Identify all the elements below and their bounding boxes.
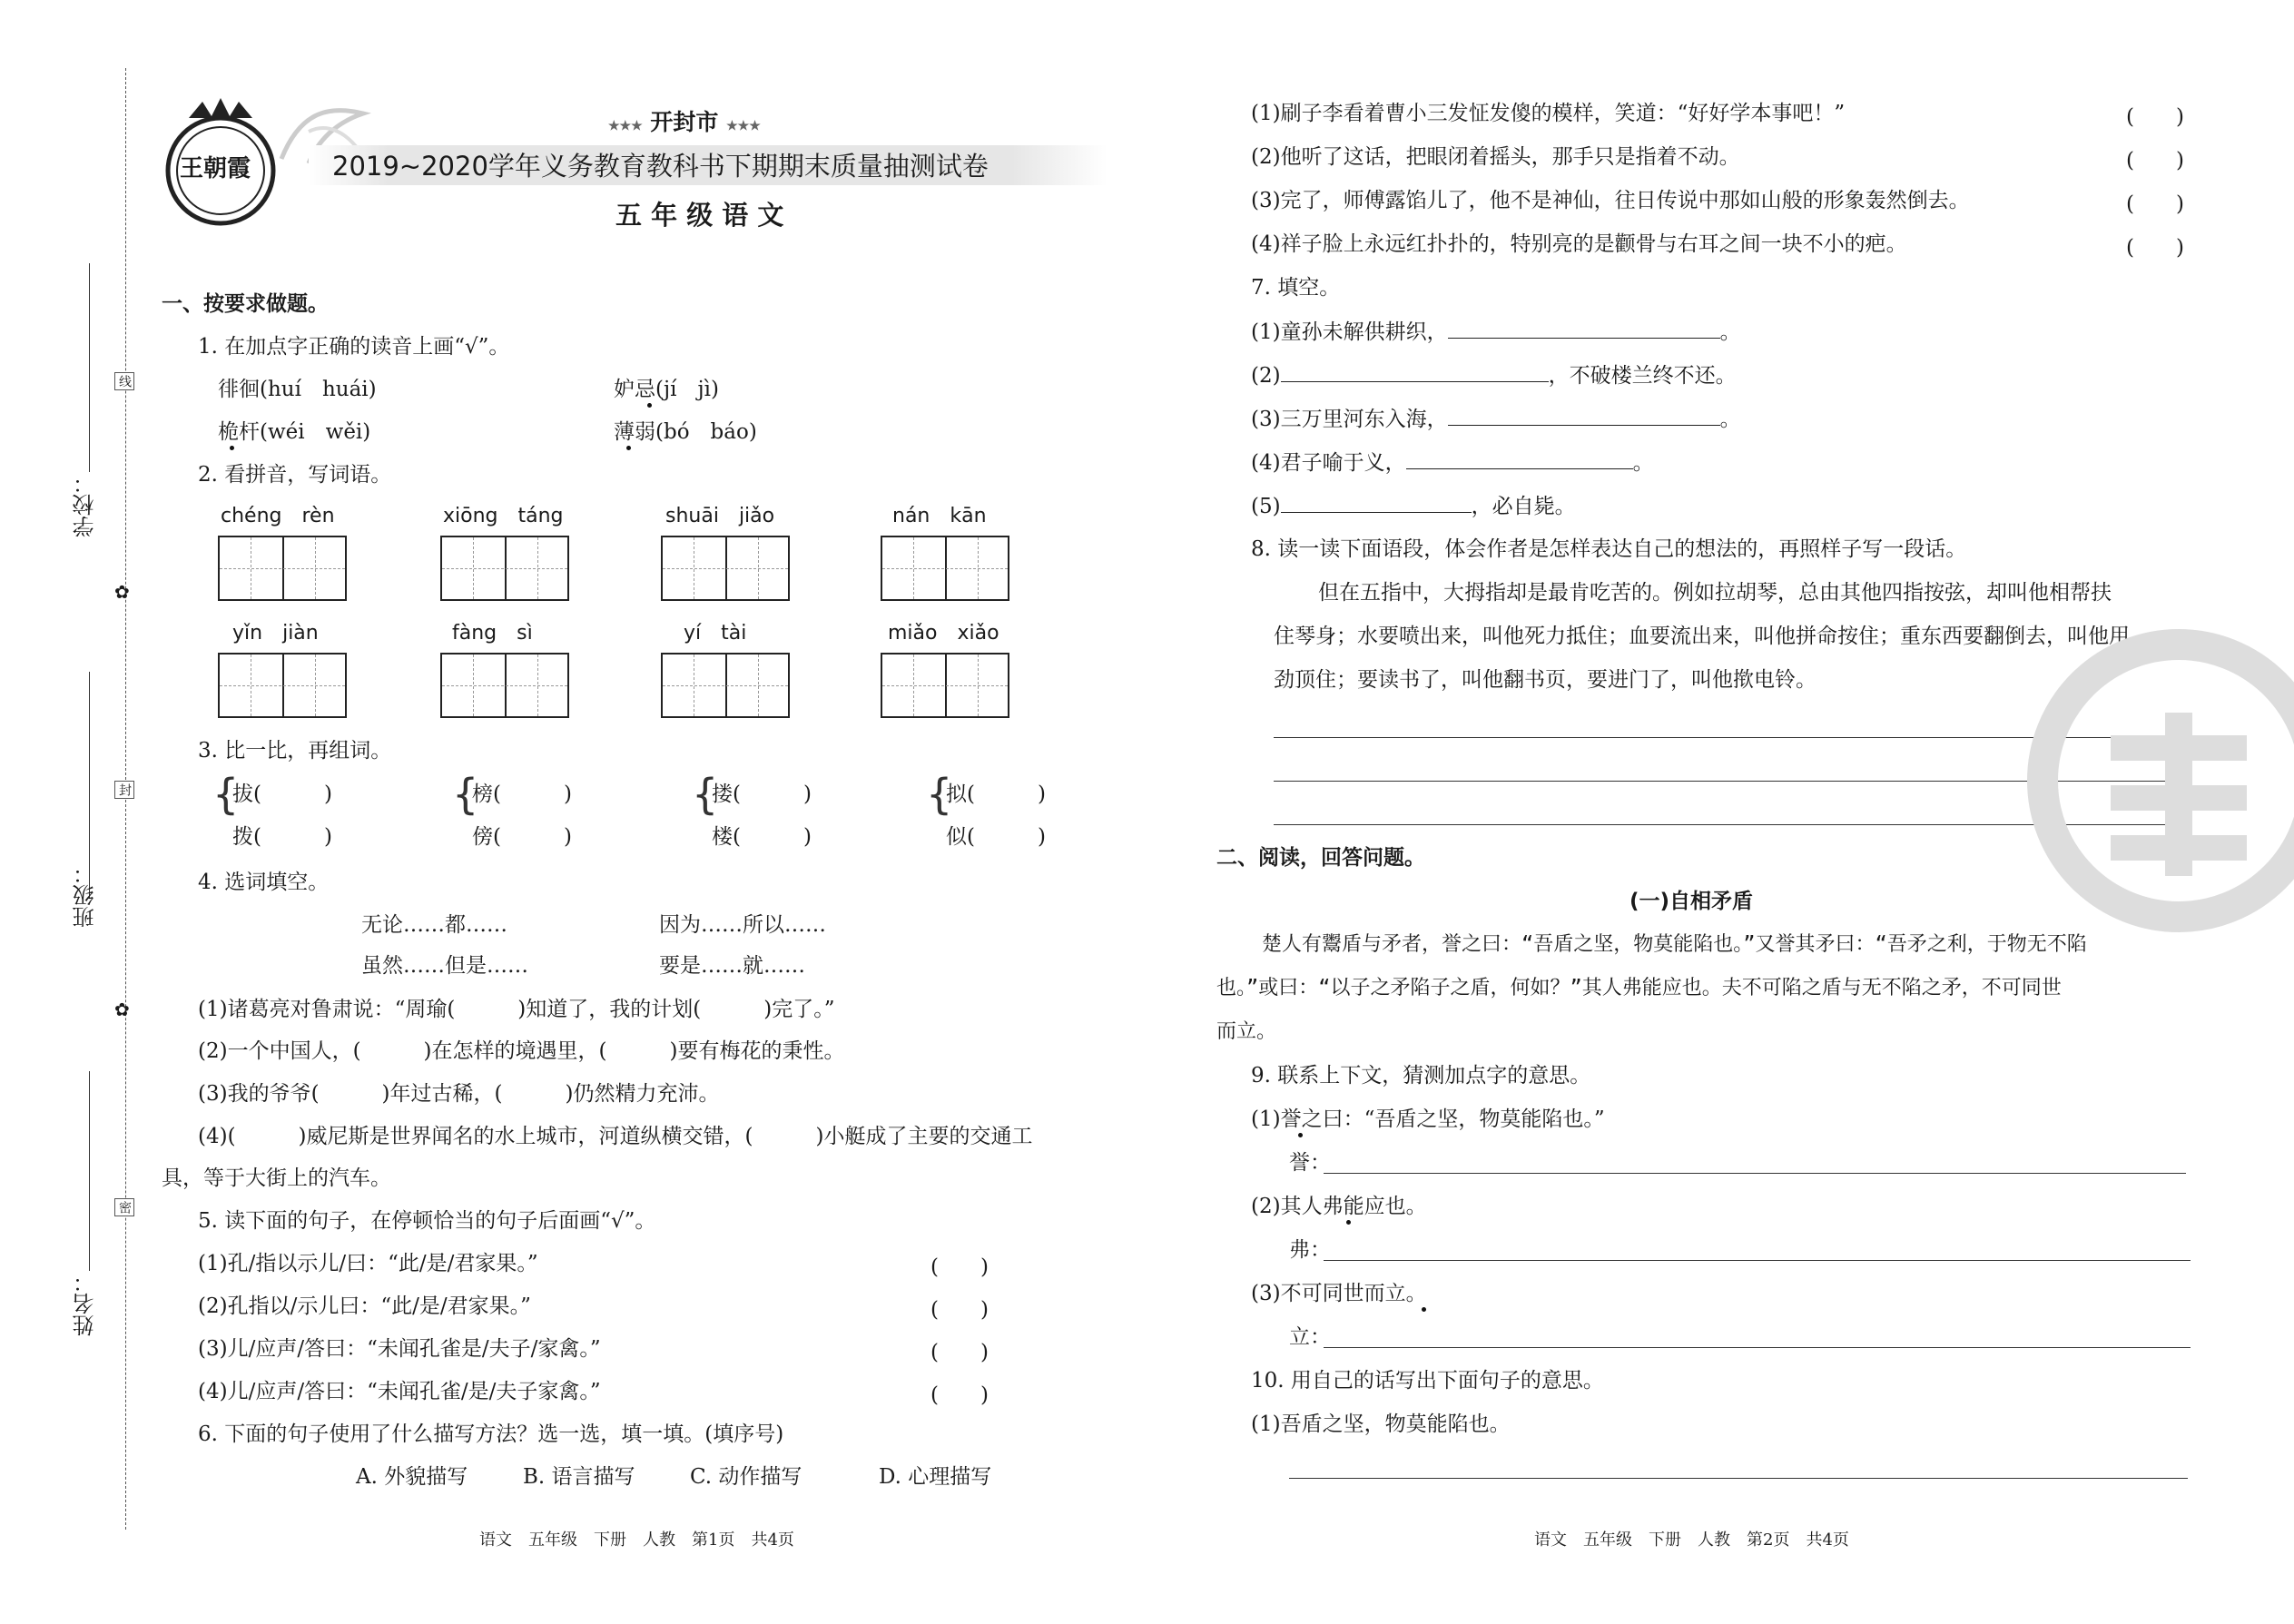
q4-sentence-2: (2)一个中国人，( )在怎样的境遇里，( )要有梅花的秉性。 — [198, 1039, 845, 1063]
exam-subject: 五 年 级 语 文 — [615, 200, 784, 231]
seal-feng-mark: 封 — [114, 781, 134, 799]
q7-item-3 — [1251, 405, 1741, 433]
q5-stem: 5. 读下面的句子，在停顿恰当的句子后面画“√”。 — [198, 1209, 656, 1233]
writing-grid-1[interactable] — [218, 536, 347, 601]
q7-4-text: (4)君子喻于义， — [1251, 451, 1406, 475]
answer-paren[interactable]: ( ) — [930, 1255, 989, 1279]
brace-icon: { — [452, 770, 479, 819]
writing-grid-8[interactable] — [881, 653, 1009, 718]
q6-option-a: A. 外貌描写 — [356, 1465, 468, 1489]
q4-sentence-3: (3)我的爷爷( )年过古稀，( )仍然精力充沛。 — [198, 1082, 720, 1106]
q6-item-3: (3)完了，师傅露馅儿了，他不是神仙，往日传说中那如山般的形象轰然倒去。 — [1251, 189, 1970, 212]
answer-paren[interactable]: ( ) — [2126, 105, 2184, 129]
q3-pair3-b: 楼( ) — [712, 825, 812, 849]
footer-left: 语文 五年级 下册 人教 第1页 共4页 — [479, 1530, 794, 1550]
passage-title: (一)自相矛盾 — [1629, 890, 1754, 913]
q7-1-blank[interactable] — [1448, 318, 1720, 339]
q7-4-end: 。 — [1632, 451, 1654, 475]
seal-line-mark: 线 — [114, 372, 134, 390]
q7-2-text: (2) — [1251, 364, 1281, 388]
answer-line[interactable] — [1324, 1173, 2186, 1174]
q9-sentence-3: (3)不可同世而立。 — [1251, 1282, 1427, 1305]
passage-line-3: 而立。 — [1216, 1020, 1277, 1043]
q6-option-c: C. 动作描写 — [690, 1465, 802, 1489]
q7-5-end: ，必自毙。 — [1471, 495, 1576, 518]
pinyin-3: shuāi jiǎo — [665, 505, 775, 527]
pinyin-2: xiōng táng — [443, 505, 564, 527]
binding-dashed-line — [125, 68, 126, 1530]
seal-mi-mark: 密 — [114, 1198, 134, 1216]
q4-sentence-4a: (4)( )威尼斯是世界闻名的水上城市，河道纵横交错，( )小艇成了主要的交通工 — [198, 1125, 1033, 1148]
q5-item-2: (2)孔指以/示儿曰：“此/是/君家果。” — [198, 1294, 531, 1318]
answer-line[interactable] — [1324, 1260, 2191, 1261]
answer-paren[interactable]: ( ) — [2126, 149, 2184, 172]
writing-grid-6[interactable] — [440, 653, 569, 718]
writing-grid-5[interactable] — [218, 653, 347, 718]
q4-sentence-4b: 具，等于大街上的汽车。 — [162, 1166, 391, 1190]
q6-option-d: D. 心理描写 — [879, 1465, 992, 1489]
q3-pair2-a: 榜( ) — [472, 782, 572, 806]
q9-answer-label-3: 立： — [1289, 1325, 1331, 1349]
q7-item-5 — [1251, 492, 1576, 520]
emphasis-dot — [1422, 1307, 1426, 1312]
flower-ornament-icon: ✿ — [114, 999, 130, 1020]
pinyin-8: miǎo xiǎo — [888, 622, 999, 645]
writing-grid-2[interactable] — [440, 536, 569, 601]
stars-right: ★★★ — [726, 119, 761, 133]
q7-3-text: (3)三万里河东入海， — [1251, 408, 1448, 431]
q4-option-2: 因为……所以…… — [659, 913, 826, 937]
q4-option-3: 虽然……但是…… — [361, 954, 528, 978]
q6-item-2: (2)他听了这话，把眼闭着摇头，那手只是指着不动。 — [1251, 145, 1740, 169]
answer-line[interactable] — [1324, 1347, 2191, 1348]
q8-passage-2: 住琴身；水要喷出来，叫他死力抵住；血要流出来，叫他拼命按住；重东西要翻倒去，叫他用 — [1274, 625, 2130, 648]
watermark-seal — [2024, 626, 2294, 935]
section2-title: 二、阅读，回答问题。 — [1216, 846, 1425, 870]
logo-text: 王朝霞 — [180, 155, 251, 182]
pinyin-5: yǐn jiàn — [232, 622, 319, 645]
pinyin-4: nán kān — [892, 505, 987, 527]
q7-stem: 7. 填空。 — [1251, 276, 1341, 300]
emphasis-dot — [626, 446, 631, 450]
q4-sentence-1: (1)诸葛亮对鲁肃说：“周瑜( )知道了，我的计划( )完了。” — [198, 998, 835, 1021]
q8-passage-3: 劲顶住；要读书了，叫他翻书页，要进门了，叫他揿电铃。 — [1274, 668, 1816, 692]
brace-icon: { — [692, 770, 719, 819]
q7-2-blank[interactable] — [1281, 361, 1549, 382]
q1-item-2: 妒忌(jí jì) — [614, 378, 719, 401]
q9-sentence-1: (1)誉之曰：“吾盾之坚，物莫能陷也。” — [1251, 1107, 1605, 1131]
q7-3-end: 。 — [1719, 408, 1741, 431]
passage-line-2: 也。”或曰：“以子之矛陷子之盾，何如？”其人弗能应也。夫不可陷之盾与无不陷之矛，不可同世 — [1216, 977, 2062, 999]
q3-pair4-a: 拟( ) — [946, 782, 1046, 806]
city-name: 开封市 — [650, 109, 719, 135]
q1-stem: 1. 在加点字正确的读音上画“√”。 — [198, 335, 510, 359]
q8-passage-1: 但在五指中，大拇指却是最肯吃苦的。例如拉胡琴，总由其他四指按弦，却叫他相帮扶 — [1318, 581, 2112, 605]
q9-stem: 9. 联系上下文，猜测加点字的意思。 — [1251, 1064, 1591, 1088]
writing-grid-7[interactable] — [661, 653, 790, 718]
q10-sentence-1: (1)吾盾之坚，物莫能陷也。 — [1251, 1412, 1511, 1436]
q6-item-4: (4)祥子脸上永远红扑扑的，特别亮的是颧骨与右耳之间一块不小的疤。 — [1251, 232, 1907, 256]
school-underline — [89, 263, 90, 472]
q7-item-2 — [1251, 361, 1737, 389]
q7-item-1 — [1251, 318, 1741, 346]
school-label: 学校： — [73, 472, 98, 537]
q4-stem: 4. 选词填空。 — [198, 871, 330, 894]
q3-pair4-b: 似( ) — [946, 825, 1046, 849]
q3-pair2-b: 傍( ) — [472, 825, 572, 849]
q7-2-end: ，不破楼兰终不还。 — [1548, 364, 1737, 388]
answer-line[interactable] — [1289, 1478, 2188, 1479]
stars-left: ★★★ — [608, 119, 643, 133]
brace-icon: { — [926, 770, 953, 819]
q7-3-blank[interactable] — [1448, 405, 1720, 426]
q3-stem: 3. 比一比，再组词。 — [198, 739, 392, 763]
answer-paren[interactable]: ( ) — [930, 1298, 989, 1322]
q5-item-1: (1)孔/指以示儿/曰：“此/是/君家果。” — [198, 1252, 538, 1275]
q1-item-1: 徘徊(huí huái) — [218, 378, 377, 401]
q9-answer-label-2: 弗： — [1289, 1238, 1331, 1262]
class-label: 班级： — [73, 862, 98, 928]
q7-5-blank[interactable] — [1281, 492, 1472, 513]
pinyin-7: yí tài — [684, 622, 747, 645]
q7-5-text: (5) — [1251, 495, 1281, 518]
emphasis-dot — [647, 403, 652, 408]
q4-option-1: 无论……都…… — [361, 913, 507, 937]
q7-1-end: 。 — [1719, 320, 1741, 344]
q7-4-blank[interactable] — [1406, 448, 1633, 469]
pinyin-6: fàng sì — [452, 622, 533, 645]
answer-paren[interactable]: ( ) — [930, 1341, 989, 1364]
q3-pair1-a: 拔( ) — [232, 782, 332, 806]
exam-title: 2019~2020学年义务教育教科书下期期末质量抽测试卷 — [332, 151, 989, 182]
q7-item-4 — [1251, 448, 1654, 477]
q9-answer-label-1: 誉： — [1289, 1151, 1331, 1175]
writing-grid-3[interactable] — [661, 536, 790, 601]
q9-sentence-2: (2)其人弗能应也。 — [1251, 1195, 1427, 1218]
q5-item-4: (4)儿/应声/答曰：“未闻孔雀/是/夫子家禽。” — [198, 1380, 601, 1403]
emphasis-dot — [230, 446, 234, 450]
q8-stem: 8. 读一读下面语段，体会作者是怎样表达自己的想法的，再照样子写一段话。 — [1251, 537, 1967, 561]
pinyin-1: chéng rèn — [221, 505, 335, 527]
writing-grid-4[interactable] — [881, 536, 1009, 601]
q2-stem: 2. 看拼音，写词语。 — [198, 463, 392, 487]
q7-1-text: (1)童孙未解供耕织， — [1251, 320, 1448, 344]
brace-icon: { — [212, 770, 240, 819]
q5-item-3: (3)儿/应声/答曰：“未闻孔雀是/夫子/家禽。” — [198, 1337, 601, 1361]
section1-title: 一、按要求做题。 — [162, 292, 329, 316]
q6-stem: 6. 下面的句子使用了什么描写方法？选一选，填一填。(填序号) — [198, 1422, 784, 1446]
emphasis-dot — [1346, 1220, 1351, 1225]
answer-paren[interactable]: ( ) — [930, 1383, 989, 1407]
passage-line-1: 楚人有鬻盾与矛者，誉之曰：“吾盾之坚，物莫能陷也。”又誉其矛曰：“吾矛之利，于物无不陷 — [1262, 933, 2087, 956]
q4-option-4: 要是……就…… — [659, 954, 805, 978]
q10-stem: 10. 用自己的话写出下面句子的意思。 — [1251, 1369, 1604, 1393]
q1-item-4: 薄弱(bó báo) — [614, 420, 757, 444]
answer-paren[interactable]: ( ) — [2126, 236, 2184, 260]
name-underline — [89, 1071, 90, 1271]
answer-paren[interactable]: ( ) — [2126, 192, 2184, 216]
q6-option-b: B. 语言描写 — [523, 1465, 635, 1489]
q3-pair1-b: 拨( ) — [232, 825, 332, 849]
q3-pair3-a: 搂( ) — [712, 782, 812, 806]
q1-item-3: 桅杆(wéi wěi) — [218, 420, 371, 444]
header-city-line — [608, 109, 761, 140]
footer-right: 语文 五年级 下册 人教 第2页 共4页 — [1534, 1530, 1849, 1550]
flower-ornament-icon: ✿ — [114, 581, 130, 603]
q6-item-1: (1)刷子李看着曹小三发怔发傻的模样，笑道：“好好学本事吧！” — [1251, 102, 1846, 125]
emphasis-dot — [1298, 1133, 1303, 1137]
name-label: 姓名： — [73, 1271, 98, 1336]
